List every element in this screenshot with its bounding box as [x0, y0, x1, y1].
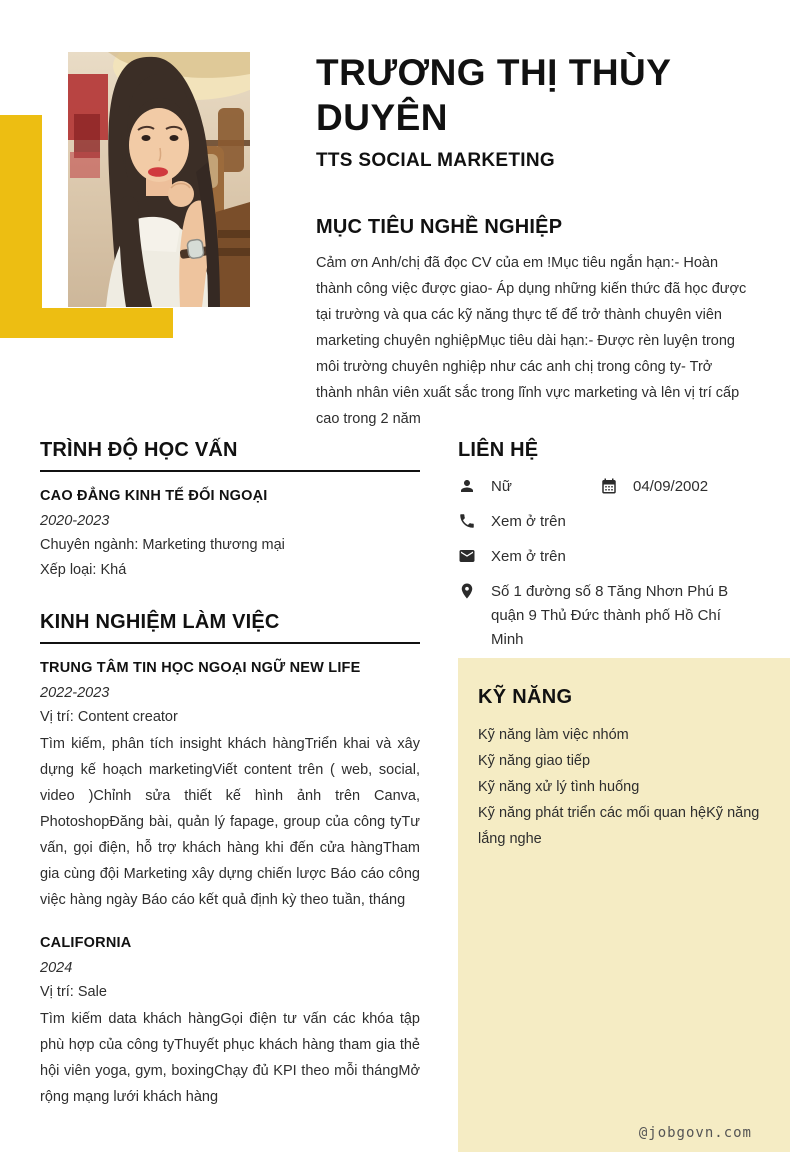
accent-yellow-bottom-bar [0, 308, 173, 338]
education-heading: TRÌNH ĐỘ HỌC VẤN [40, 439, 238, 461]
experience-years: 2022-2023 [40, 685, 110, 701]
contact-dob: 04/09/2002 [633, 478, 709, 495]
education-years: 2020-2023 [40, 513, 110, 529]
skill-item: Kỹ năng xử lý tình huống [478, 779, 640, 795]
contact-row [458, 510, 778, 534]
experience-heading: KINH NGHIỆM LÀM VIỆC [40, 611, 280, 633]
experience-description: Tìm kiếm, phân tích insight khách hàngTriển khai và xây dựng kế hoạch marketingViết content trên ( web, social, video )Chỉnh sửa thiết kế hình ảnh trên Canva, PhotoshopĐăng bài, quản lý fapage, group của công tyTư vấn, gọi điện, hỗ trợ khách hàng khi đến cửa hàngTham gia cùng đội Marketing xây dựng chiến lược Báo cáo công việc hàng ngày Báo cáo kết quả định kỳ theo tuần, tháng [40, 736, 420, 908]
candidate-job-title: TTS SOCIAL MARKETING [316, 150, 555, 171]
section-objective [316, 214, 752, 432]
experience-entry [40, 932, 420, 1110]
contact-address: Số 1 đường số 8 Tăng Nhơn Phú B quận 9 Thủ Đức thành phố Hồ Chí Minh [491, 583, 729, 648]
contact-row [458, 580, 778, 652]
contact-phone: Xem ở trên [491, 513, 566, 530]
mail-icon [458, 547, 476, 565]
person-icon [458, 477, 476, 495]
skills-heading: KỸ NĂNG [478, 686, 573, 708]
contact-heading: LIÊN HỆ [458, 439, 539, 461]
skill-item: Kỹ năng làm việc nhóm [478, 727, 629, 743]
education-major: Chuyên ngành: Marketing thương mại [40, 537, 285, 553]
education-grade: Xếp loại: Khá [40, 562, 127, 578]
skills-list [478, 722, 770, 852]
objective-heading: MỤC TIÊU NGHỀ NGHIỆP [316, 216, 563, 238]
contact-gender: Nữ [491, 478, 512, 495]
contact-row [458, 545, 778, 569]
contact-row [458, 475, 778, 499]
experience-years: 2024 [40, 960, 73, 976]
skill-item: Kỹ năng phát triển các mối quan hệKỹ năng lắng nghe [478, 805, 760, 847]
section-contact [458, 437, 778, 663]
left-column [40, 437, 420, 1110]
skill-item: Kỹ năng giao tiếp [478, 753, 591, 769]
experience-position: Vị trí: Sale [40, 984, 107, 1000]
experience-position: Vị trí: Content creator [40, 709, 178, 725]
experience-entry [40, 657, 420, 913]
accent-yellow-vertical-bar [0, 115, 42, 338]
section-skills [458, 658, 790, 1152]
watermark: @jobgovn.com [638, 1125, 752, 1141]
education-entry [40, 485, 420, 583]
candidate-name: TRƯƠNG THỊ THÙY DUYÊN [316, 52, 671, 138]
header [316, 50, 766, 172]
education-school: CAO ĐẲNG KINH TẾ ĐỐI NGOẠI [40, 488, 268, 504]
contact-email: Xem ở trên [491, 548, 566, 565]
location-icon [458, 582, 476, 600]
phone-icon [458, 512, 476, 530]
calendar-icon [600, 477, 618, 495]
profile-photo [68, 52, 250, 307]
experience-description: Tìm kiếm data khách hàngGọi điện tư vấn các khóa tập phù hợp của công tyThuyết phục khách hàng tham gia thẻ hội viên yoga, gym, boxingChạy đủ KPI theo mỗi thángMở rộng mạng lưới khách hàng [40, 1011, 420, 1105]
objective-text: Cảm ơn Anh/chị đã đọc CV của em !Mục tiêu ngắn hạn:- Hoàn thành công việc được giao- Áp dụng những kiến thức đã học được tại trường và qua các kỹ năng thực tế để trở thành chuyên viên marketing chuyên nghiệpMục tiêu dài hạn:- Được rèn luyện trong môi trường chuyên nghiệp như các anh chị trong công ty- Trở thành nhân viên xuất sắc trong lĩnh vực marketing và lên vị trí cấp cao trong 2 năm [316, 255, 747, 427]
experience-company: CALIFORNIA [40, 935, 132, 951]
experience-company: TRUNG TÂM TIN HỌC NGOẠI NGỮ NEW LIFE [40, 660, 361, 676]
